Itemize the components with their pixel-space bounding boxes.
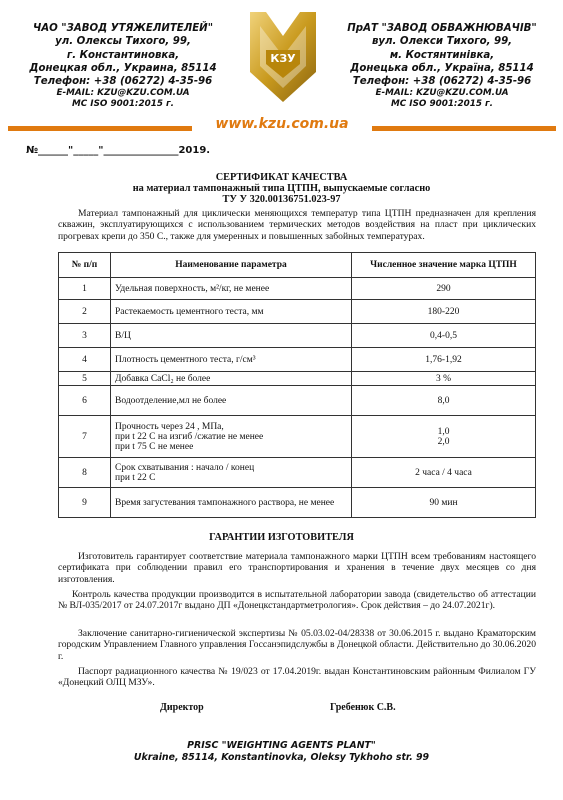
row-number: 3 (59, 324, 111, 348)
company-header-ru (8, 22, 238, 110)
table-row (59, 348, 536, 372)
company-name-ru: ЧАО "ЗАВОД УТЯЖЕЛИТЕЛЕЙ" (32, 23, 214, 34)
company-header-ua (326, 22, 558, 110)
row-value: 2 часа / 4 часа (352, 458, 536, 488)
company-region-ru: Донецкая обл., Украина, 85114 (29, 62, 217, 74)
row-number: 5 (59, 372, 111, 386)
row-value: 180-220 (352, 300, 536, 324)
row-parameter: В/Ц (111, 324, 352, 348)
col-header-number: № п/п (59, 253, 111, 278)
table-row (59, 278, 536, 300)
row-value: 3 % (352, 372, 536, 386)
intro-paragraph (58, 208, 536, 242)
row-parameter: Прочность через 24 , МПа, при t 22 С на изгиб /сжатие не менее при t 75 С не менее (111, 416, 352, 458)
company-city-ua: м. Костянтинівка, (389, 49, 495, 61)
row-parameter: Водоотделение,мл не более (111, 386, 352, 416)
kzu-logo-icon (246, 6, 320, 118)
table-row (59, 416, 536, 458)
row-parameter: Время загустевания тампонажного раствора, не менее (111, 488, 352, 518)
col-header-parameter: Наименование параметра (111, 253, 352, 278)
certificate-subtitle: на материал тампонажный типа ЦТПН, выпускаемые согласно (132, 183, 431, 194)
signature-role: Директор (160, 702, 204, 713)
certificate-title: СЕРТИФИКАТ КАЧЕСТВА (215, 172, 348, 183)
guarantee-title: ГАРАНТИИ ИЗГОТОВИТЕЛЯ (209, 532, 354, 543)
row-number: 8 (59, 458, 111, 488)
table-row (59, 372, 536, 386)
row-parameter: Удельная поверхность, м²/кг, не менее (111, 278, 352, 300)
row-number: 2 (59, 300, 111, 324)
company-phone-ru: Телефон: +38 (06272) 4-35-96 (33, 76, 213, 88)
row-number: 4 (59, 348, 111, 372)
row-number: 1 (59, 278, 111, 300)
table-row (59, 458, 536, 488)
company-name-ua: ПрАТ "ЗАВОД ОБВАЖНЮВАЧІВ" (347, 23, 537, 34)
row-value: 90 мин (352, 488, 536, 518)
table-row (59, 324, 536, 348)
company-region-ua: Донецька обл., Україна, 85114 (350, 62, 534, 74)
row-number: 6 (59, 386, 111, 416)
document-number-line: №______"_____"_______________2019. (26, 145, 211, 156)
table-row (59, 300, 536, 324)
guarantee-paragraph-1: Изготовитель гарантирует соответствие материала тампонажного марки ЦТПН всем требованиям настоящего сертификата при соблюдении правил его транспортирования и хранения в течение двух месяцев со дня изготовления. (58, 551, 536, 585)
company-iso-ua: МС ISO 9001:2015 г. (391, 99, 493, 110)
table-row (59, 488, 536, 518)
company-email-ru: E-MAIL: KZU@KZU.COM.UA (56, 88, 190, 99)
sanitary-paragraph: Заключение санитарно-гигиенической экспертизы № 05.03.02-04/28338 от 30.06.2015 г. выдано Краматорским городским Управлением Главного управления Госсанэпидслужбы в Донецкой области. Действительно до 30.06.2020 г. (58, 628, 536, 662)
row-number: 7 (59, 416, 111, 458)
footer-address: Ukraine, 85114, Konstantinovka, Oleksy Tykhoho str. 99 (133, 752, 430, 763)
radiation-paragraph: Паспорт радиационного качества № 19/023 от 17.04.2019г. выдан Константиновским районным Филиалом ГУ «Донецкий ОЛЦ МЗУ». (58, 666, 536, 689)
row-parameter: Срок схватывания : начало / конец при t 22 С (111, 458, 352, 488)
row-parameter: Плотность цементного теста, г/см³ (111, 348, 352, 372)
footer-company: PRISC "WEIGHTING AGENTS PLANT" (187, 740, 376, 751)
row-value: 1,0 2,0 (352, 416, 536, 458)
orange-divider-left (8, 126, 192, 131)
company-city-ru: г. Константиновка, (66, 49, 180, 61)
row-value: 1,76-1,92 (352, 348, 536, 372)
row-number: 9 (59, 488, 111, 518)
row-value: 290 (352, 278, 536, 300)
row-parameter: Растекаемость цементного теста, мм (111, 300, 352, 324)
certificate-standard: ТУ У 320.00136751.023-97 (222, 194, 341, 205)
specification-table (58, 252, 536, 518)
company-email-ua: E-MAIL: KZU@KZU.COM.UA (375, 88, 509, 99)
intro-text: Материал тампонажный для циклически меняющихся температур типа ЦТПН предназначен для крепления скважин, эксплуатирующихся с использованием термических методов воздействия на пласт при циклических прогревах крепи до 350 С., также для умеренных и повышенных забойных температурах. (58, 208, 536, 242)
table-header-row (59, 253, 536, 278)
company-phone-ua: Телефон: +38 (06272) 4-35-96 (352, 76, 532, 88)
row-value: 0,4-0,5 (352, 324, 536, 348)
signature-name: Гребенюк С.В. (330, 702, 396, 713)
company-iso-ru: МС ISO 9001:2015 г. (72, 99, 174, 110)
logo-text: КЗУ (270, 52, 296, 65)
lab-control-paragraph: Контроль качества продукции производится в испытательной лаборатории завода (свидетельство об аттестации № ВЛ-035/2017 от 24.07.2017г выдано ДП «Донецкстандартметрология». Срок действия – до 24.07.2021г). (58, 589, 536, 612)
table-row (59, 386, 536, 416)
company-street-ru: ул. Олексы Тихого, 99, (55, 36, 191, 48)
orange-divider-right (372, 126, 556, 131)
row-parameter: Добавка CaCl₂ не более (111, 372, 352, 386)
col-header-value: Численное значение марка ЦТПН (352, 253, 536, 278)
website-link[interactable]: www.kzu.com.ua (215, 116, 349, 132)
footer (0, 740, 563, 764)
row-value: 8,0 (352, 386, 536, 416)
company-street-ua: вул. Олекси Тихого, 99, (371, 36, 513, 48)
